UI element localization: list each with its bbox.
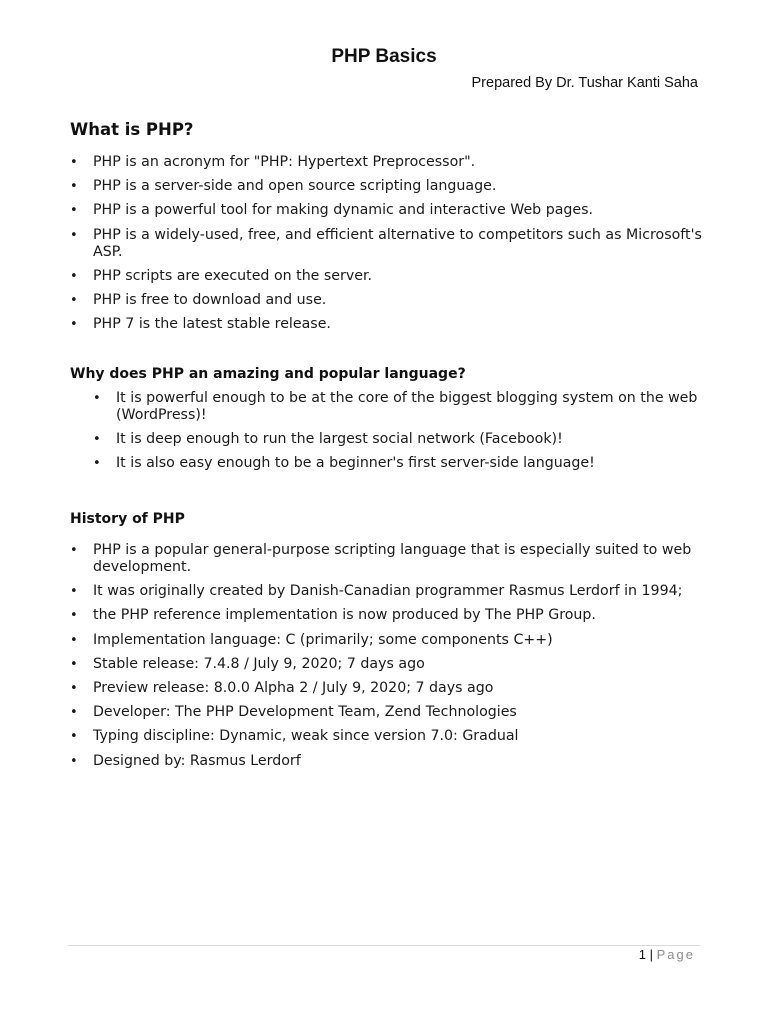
author-line: Prepared By Dr. Tushar Kanti Saha — [471, 75, 698, 91]
list-item: • PHP is an acronym for "PHP: Hypertext Preprocessor". — [93, 154, 713, 171]
page-separator: | — [649, 947, 653, 962]
page-label: Page — [656, 947, 695, 962]
heading-what-is-php: What is PHP? — [70, 120, 194, 139]
list-item: • Stable release: 7.4.8 / July 9, 2020; 7 days ago — [93, 656, 713, 673]
history-of-php-list — [93, 542, 713, 777]
list-item: • It is deep enough to run the largest social network (Facebook)! — [116, 431, 706, 448]
list-item: • Preview release: 8.0.0 Alpha 2 / July 9, 2020; 7 days ago — [93, 680, 713, 697]
footer-divider — [68, 945, 700, 946]
list-item: • It was originally created by Danish-Canadian programmer Rasmus Lerdorf in 1994; — [93, 583, 713, 600]
list-item: • Typing discipline: Dynamic, weak since version 7.0: Gradual — [93, 728, 713, 745]
list-item: • PHP is free to download and use. — [93, 292, 713, 309]
heading-why-php: Why does PHP an amazing and popular language? — [70, 366, 466, 382]
list-item: • It is also easy enough to be a beginner's first server-side language! — [116, 455, 706, 472]
list-item: • PHP is a server-side and open source scripting language. — [93, 178, 713, 195]
page-footer — [639, 947, 695, 962]
list-item: • PHP 7 is the latest stable release. — [93, 316, 713, 333]
list-item: • PHP scripts are executed on the server. — [93, 268, 713, 285]
list-item: • It is powerful enough to be at the core of the biggest blogging system on the web (WordPress)! — [116, 390, 706, 424]
list-item: • Implementation language: C (primarily; some components C++) — [93, 632, 713, 649]
what-is-php-list — [93, 154, 713, 340]
heading-history-of-php: History of PHP — [70, 511, 185, 527]
list-item: • PHP is a popular general-purpose scripting language that is especially suited to web development. — [93, 542, 713, 576]
list-item: • PHP is a powerful tool for making dynamic and interactive Web pages. — [93, 202, 713, 219]
list-item: • the PHP reference implementation is now produced by The PHP Group. — [93, 607, 713, 624]
page-number: 1 — [638, 947, 646, 962]
list-item: • Designed by: Rasmus Lerdorf — [93, 753, 713, 770]
list-item: • PHP is a widely-used, free, and efficient alternative to competitors such as Microsoft's ASP. — [93, 227, 713, 261]
list-item: • Developer: The PHP Development Team, Zend Technologies — [93, 704, 713, 721]
page-title: PHP Basics — [331, 46, 437, 67]
why-php-list — [116, 390, 706, 480]
